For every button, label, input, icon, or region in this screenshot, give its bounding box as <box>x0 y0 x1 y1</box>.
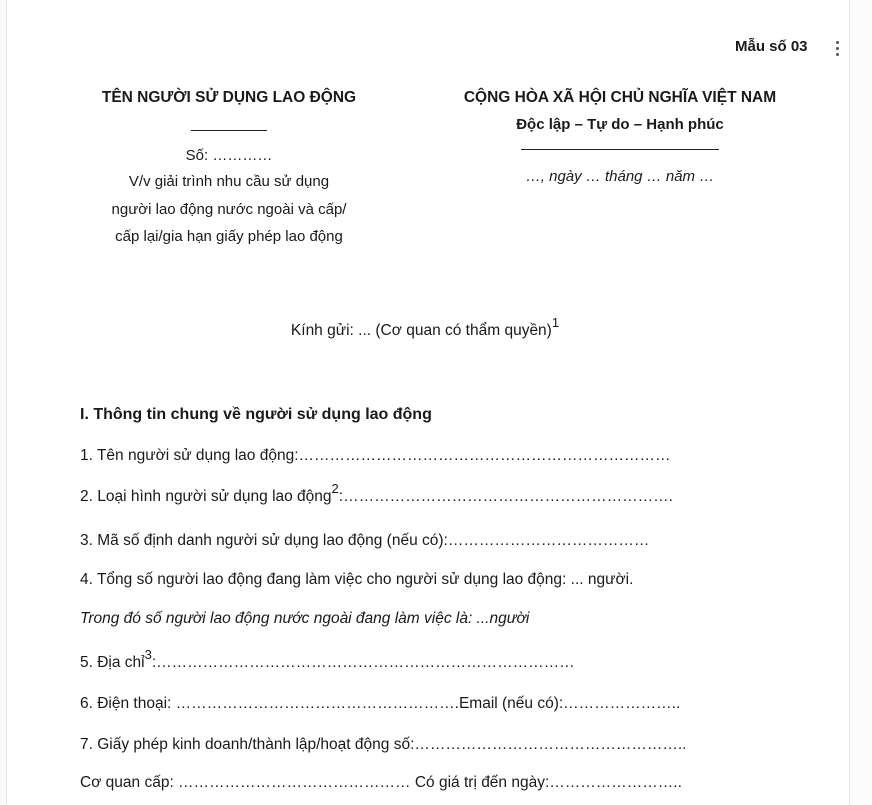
employer-type-label: 2. Loại hình người sử dụng lao động <box>80 488 332 505</box>
more-options-icon[interactable] <box>829 38 845 58</box>
subject-line: V/v giải trình nhu cầu sử dụng <box>128 173 330 190</box>
page-edge-right <box>849 0 872 805</box>
header-right-rule <box>521 149 719 150</box>
subject-line: người lao động nước ngoài và cấp/ <box>111 200 347 218</box>
header-right <box>420 88 820 187</box>
total-workers-line: 4. Tổng số người lao động đang làm việc cho người sử dụng lao động: ... người. <box>80 571 634 588</box>
footnote-ref[interactable]: 2 <box>331 481 339 496</box>
footnote-ref[interactable]: 3 <box>144 647 152 662</box>
issuer-validity-line: Cơ quan cấp: ……………………………………… Có giá trị đến ngày:…………………….. <box>80 774 682 791</box>
employer-name-line: 1. Tên người sử dụng lao động:……………………………………………………………… <box>80 447 671 464</box>
phone-email-line: 6. Điện thoại: ……………………………………………….Email (nếu có):………………….. <box>80 695 681 712</box>
header-left-rule <box>191 130 267 131</box>
footnote-ref[interactable]: 1 <box>551 315 560 330</box>
date-line: …, ngày … tháng … năm … <box>525 168 715 185</box>
document-subject <box>70 168 388 251</box>
address-label: 5. Địa chỉ <box>80 654 145 671</box>
employer-type-line <box>80 481 673 506</box>
section-title: I. Thông tin chung về người sử dụng lao động <box>80 406 432 423</box>
page-edge-left <box>0 0 7 805</box>
form-number: Mẫu số 03 <box>735 38 808 55</box>
employer-type-dots: :………………………………………………………. <box>338 488 673 505</box>
national-motto: Độc lập – Tự do – Hạnh phúc <box>516 116 724 133</box>
address-dots: :……………………………………………………………………… <box>151 654 575 671</box>
employer-org-name: TÊN NGƯỜI SỬ DỤNG LAO ĐỘNG <box>101 89 357 106</box>
recipient-text: Kính gửi: ... (Cơ quan có thẩm quyền) <box>290 322 552 339</box>
license-line: 7. Giấy phép kinh doanh/thành lập/hoạt động số:…………………………………………….. <box>80 736 687 753</box>
subject-line: cấp lại/gia hạn giấy phép lao động <box>115 228 343 245</box>
header-left <box>70 88 388 251</box>
nation-title: CỘNG HÒA XÃ HỘI CHỦ NGHĨA VIỆT NAM <box>463 89 777 106</box>
document-number: Số: ………… <box>185 147 273 164</box>
recipient-line <box>0 315 850 340</box>
id-code-line: 3. Mã số định danh người sử dụng lao động (nếu có):………………………………… <box>80 532 650 549</box>
foreign-workers-line: Trong đó số người lao động nước ngoài đang làm việc là: ...người <box>80 610 530 627</box>
address-line <box>80 647 575 672</box>
